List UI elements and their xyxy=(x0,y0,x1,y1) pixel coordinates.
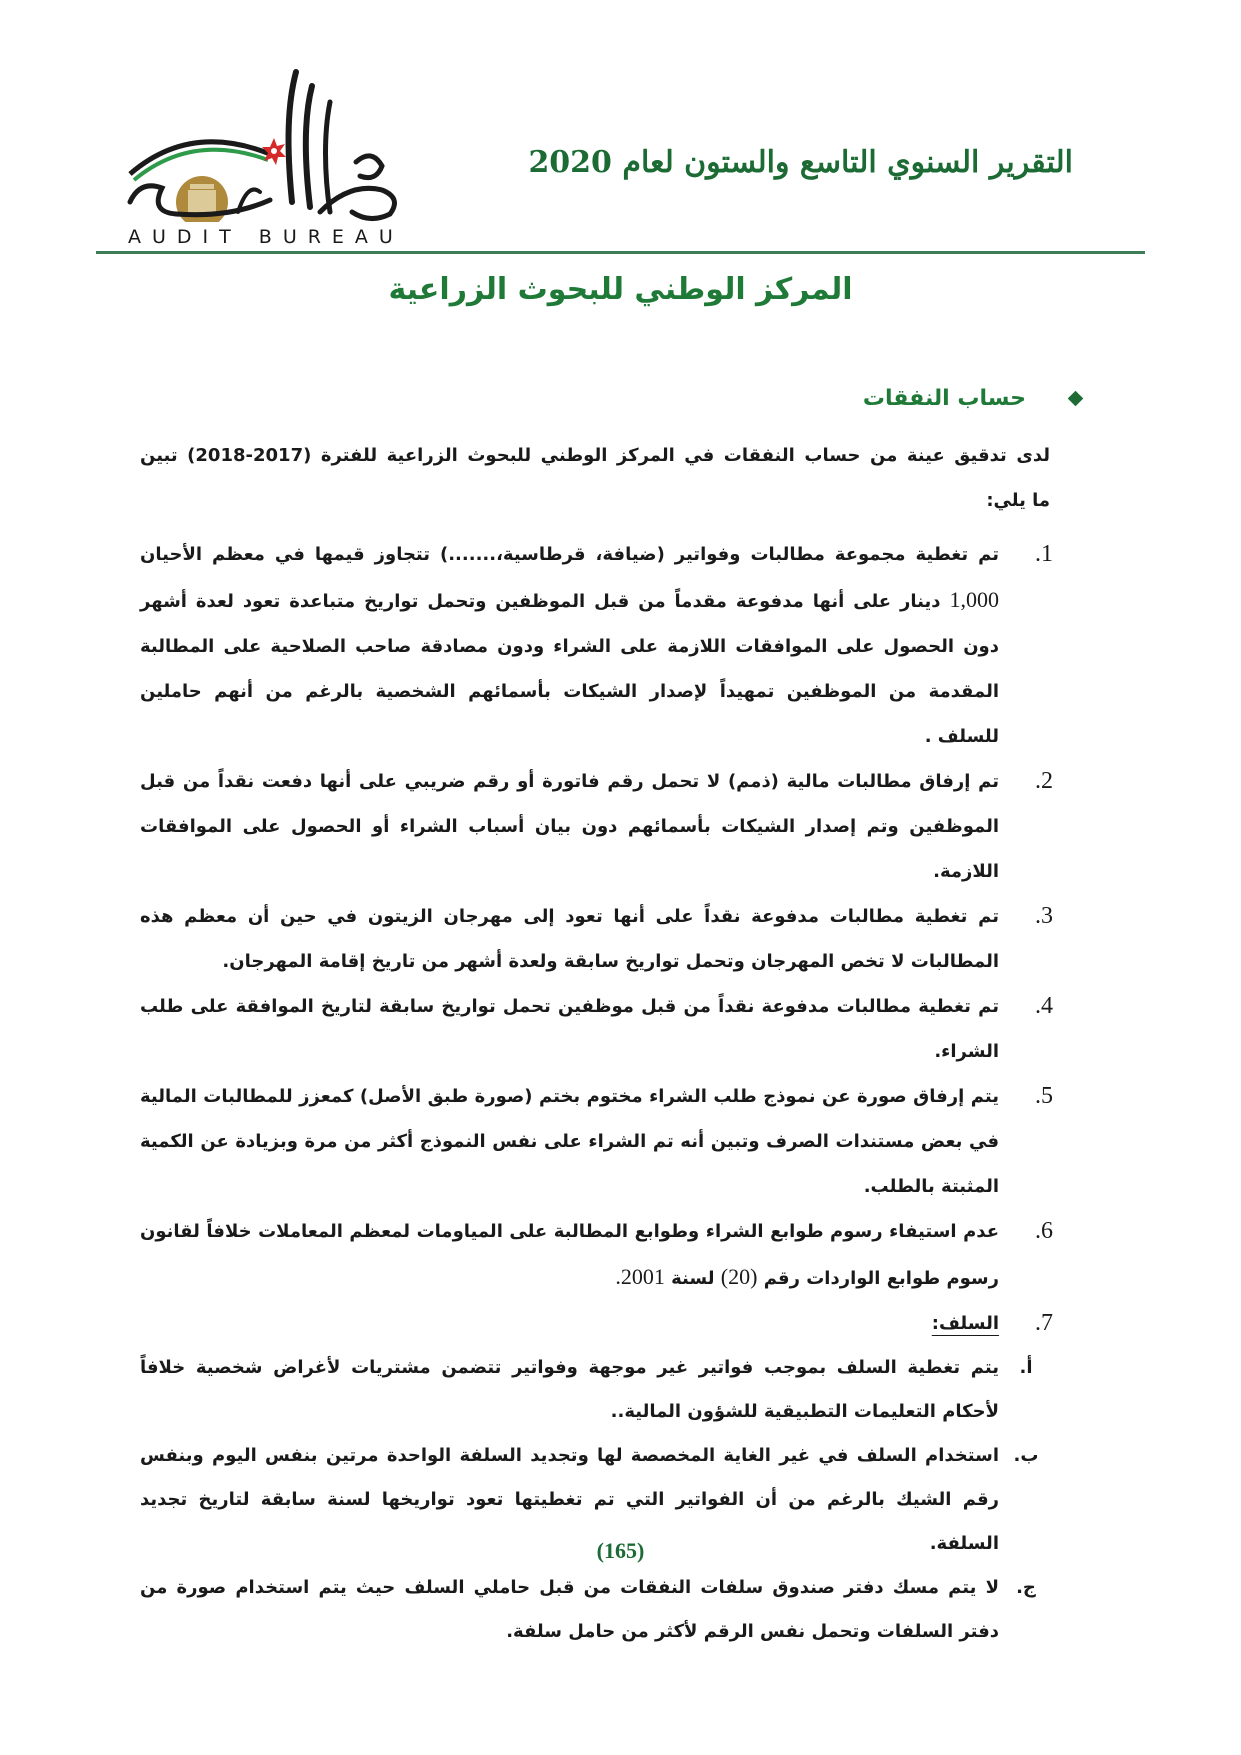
intro-text: لدى تدقيق عينة من حساب النفقات في المركز الوطني للبحوث الزراعية للفترة (2017-2018) تبين xyxy=(140,445,1050,466)
item-text: يتم إرفاق صورة عن نموذج طلب الشراء مختوم بختم (صورة طبق الأصل) كمعزز للمطالبات المالية في بعض مستندات الصرف وتبين أنه تم الشراء على نفس النموذج أكثر من مرة وبزيادة عن الكمية المثبتة بالطلب. xyxy=(140,1086,999,1197)
item-text-part: دينار على أنها مدفوعة مقدماً من قبل الموظفين وتحمل تواريخ متباعدة تعود لعدة أشهر دون الحصول على الموافقات اللازمة على الشراء ودون مصادقة صاحب الصلاحية على المطالبة المقدمة من الموظفين تمهيداً لإصدار الشيكات بأسمائهم الشخصية بالرغم من أنهم حاملين للسلف . xyxy=(140,591,999,747)
item-text xyxy=(140,532,1013,759)
finding-item-2 xyxy=(140,759,1053,894)
law-number: (20) xyxy=(720,1264,758,1289)
finding-item-3 xyxy=(140,894,1053,984)
item-number: .5 xyxy=(1035,1083,1053,1109)
intro-continuation: ما يلي: xyxy=(986,490,1050,511)
finding-item-1 xyxy=(140,532,1053,759)
finding-item-5 xyxy=(140,1074,1053,1209)
sub-item-text: لا يتم مسك دفتر صندوق سلفات النفقات من قبل حاملي السلف حيث يتم استخدام صورة من دفتر السلفات وتحمل نفس الرقم لأكثر من حامل سلفة. xyxy=(140,1577,999,1642)
section-heading xyxy=(863,386,1081,411)
section-content xyxy=(140,432,1053,1654)
item-number: .1 xyxy=(1035,541,1053,567)
item-number: .7 xyxy=(1035,1310,1053,1336)
sub-item-letter: ب. xyxy=(1013,1445,1039,1466)
item-text: تم تغطية مطالبات مدفوعة نقداً من قبل موظفين تحمل تواريخ سابقة لتاريخ الموافقة على طلب الشراء. xyxy=(140,996,999,1062)
item-text xyxy=(140,1301,1013,1346)
header-divider xyxy=(96,251,1145,254)
advances-subheading: السلف: xyxy=(931,1313,999,1334)
diamond-bullet-icon xyxy=(1068,391,1084,407)
item-number: .3 xyxy=(1035,903,1053,929)
sub-item-text: استخدام السلف في غير الغاية المخصصة لها وتجديد السلفة الواحدة مرتين بنفس اليوم وبنفس رقم الشيك بالرغم من أن الفواتير التي تم تغطيتها تعود تواريخها لسنة سابقة لتاريخ تجديد السلفة. xyxy=(140,1445,999,1554)
item-number: .4 xyxy=(1035,993,1053,1019)
finding-item-7 xyxy=(140,1301,1053,1346)
advance-item-c xyxy=(140,1566,1053,1654)
amount-value: 1,000 xyxy=(949,587,999,612)
finding-item-6 xyxy=(140,1209,1053,1301)
finding-item-4 xyxy=(140,984,1053,1074)
intro-paragraph xyxy=(140,432,1050,522)
sub-item-letter: ج. xyxy=(1016,1577,1036,1598)
audit-bureau-logo xyxy=(120,62,412,250)
advance-item-a xyxy=(140,1346,1053,1434)
advances-sublist xyxy=(140,1346,1053,1654)
item-text: تم إرفاق مطالبات مالية (ذمم) لا تحمل رقم فاتورة أو رقم ضريبي على أنها دفعت نقداً من قبل الموظفين وتم إصدار الشيكات بأسمائهم دون بيان أسباب الشراء أو الحصول على الموافقات اللازمة. xyxy=(140,771,999,882)
section-heading-text: حساب النفقات xyxy=(862,386,1026,411)
item-number: .2 xyxy=(1035,768,1053,794)
item-text-part: لسنة xyxy=(671,1268,715,1289)
entity-title: المركز الوطني للبحوث الزراعية xyxy=(388,272,853,307)
sub-item-letter: أ. xyxy=(1019,1357,1033,1378)
item-text-part: تم تغطية مجموعة مطالبات وفواتير (ضيافة، قرطاسية،.......) تتجاوز قيمها في معظم الأحيان xyxy=(140,544,999,565)
law-year: 2001. xyxy=(615,1264,665,1289)
logo-emblem-icon xyxy=(120,62,412,222)
item-text xyxy=(140,1209,1013,1301)
report-title: التقرير السنوي التاسع والستون لعام 2020 xyxy=(528,145,1073,180)
sub-item-text: يتم تغطية السلف بموجب فواتير غير موجهة وفواتير تتضمن مشتريات لأغراض شخصية خلافاً لأحكام التعليمات التطبيقية للشؤون المالية.. xyxy=(140,1357,999,1422)
item-number: .6 xyxy=(1035,1218,1053,1244)
item-text-part: عدم استيفاء رسوم طوابع الشراء وطوابع المطالبة على المياومات لمعظم المعاملات خلافاً لقانون رسوم طوابع الواردات رقم xyxy=(140,1221,999,1289)
logo-caption: AUDIT BUREAU xyxy=(128,226,404,248)
item-text: تم تغطية مطالبات مدفوعة نقداً على أنها تعود إلى مهرجان الزيتون في حين أن معظم هذه المطالبات لا تخص المهرجان وتحمل تواريخ سابقة ولعدة أشهر من تاريخ إقامة المهرجان. xyxy=(140,906,999,972)
page-number: (165) xyxy=(596,1538,645,1563)
findings-list xyxy=(140,532,1053,1346)
